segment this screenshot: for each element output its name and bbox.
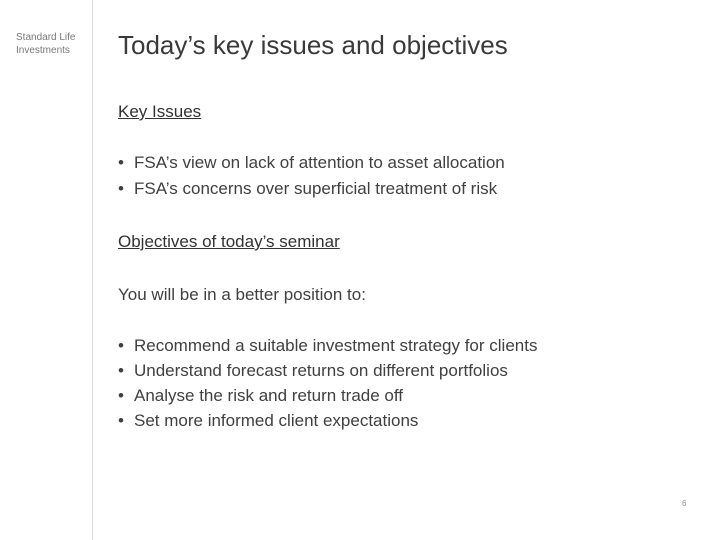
- list-item: [118, 152, 505, 178]
- list-item: [118, 335, 537, 360]
- list-item-text: Recommend a suitable investment strategy for clients: [134, 336, 538, 355]
- bullet-icon: •: [118, 411, 124, 430]
- objectives-list: [118, 335, 537, 435]
- vertical-divider: [92, 0, 93, 540]
- key-issues-heading: Key Issues: [118, 102, 202, 121]
- page-title: Today’s key issues and objectives: [118, 30, 508, 60]
- bullet-icon: •: [118, 336, 124, 355]
- logo-line-1: Standard Life: [16, 32, 76, 43]
- objectives-intro: You will be in a better position to:: [118, 285, 366, 304]
- bullet-icon: •: [118, 179, 124, 198]
- logo-line-2: Investments: [16, 45, 70, 56]
- list-item-text: FSA’s concerns over superficial treatment of risk: [134, 179, 498, 198]
- list-item: [118, 410, 537, 435]
- list-item-text: Set more informed client expectations: [134, 411, 419, 430]
- logo: [16, 31, 76, 57]
- bullet-icon: •: [118, 361, 124, 380]
- key-issues-list: [118, 152, 505, 204]
- list-item: [118, 385, 537, 410]
- bullet-icon: •: [118, 153, 124, 172]
- bullet-icon: •: [118, 386, 124, 405]
- list-item: [118, 178, 505, 204]
- objectives-heading: Objectives of today’s seminar: [118, 232, 340, 251]
- list-item: [118, 360, 537, 385]
- page-number: 6: [682, 499, 687, 508]
- list-item-text: FSA’s view on lack of attention to asset allocation: [134, 153, 505, 172]
- list-item-text: Understand forecast returns on different portfolios: [134, 361, 508, 380]
- list-item-text: Analyse the risk and return trade off: [134, 386, 404, 405]
